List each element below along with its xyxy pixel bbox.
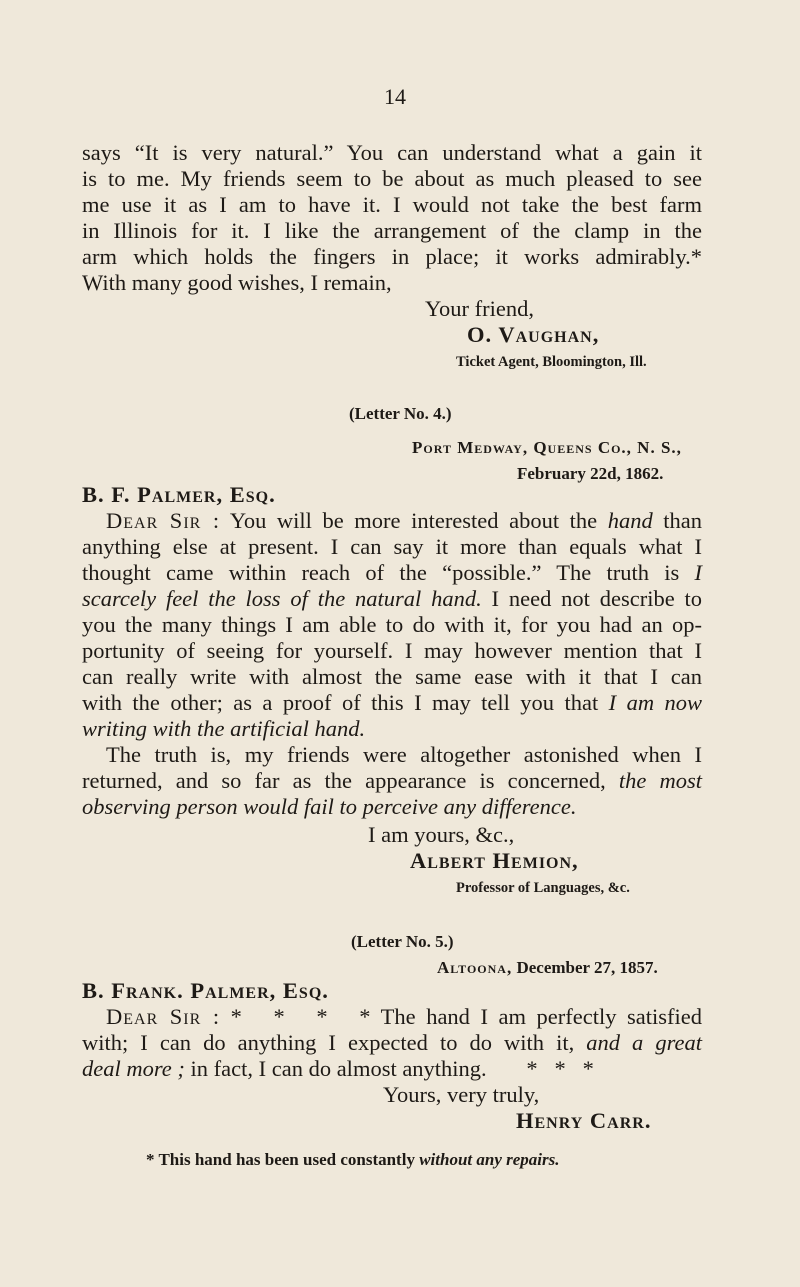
footnote <box>146 1150 560 1170</box>
letter5-date: December 27, 1857. <box>516 958 658 977</box>
letter5-body <box>82 1004 702 1082</box>
ellipsis-stars: * * * * <box>230 1004 371 1029</box>
text-run: than <box>663 508 703 533</box>
emphasis: observing person would fail to perceive any difference. <box>82 794 577 819</box>
body-line <box>82 690 702 716</box>
letter5-place: Altoona, <box>437 958 513 977</box>
page-number: 14 <box>384 84 406 109</box>
text-run: in fact, I can do almost anything. <box>190 1056 487 1081</box>
body-line <box>82 794 702 820</box>
letter4-place: Port Medway, Queens Co., N. S., <box>412 438 682 457</box>
ellipsis-stars: * * * <box>526 1056 594 1081</box>
body-line: With many good wishes, I remain, <box>82 270 392 295</box>
body-line: portunity of seeing for yourself. I may however mention that I <box>82 638 702 663</box>
salutation: Dear Sir : <box>106 508 221 533</box>
body-line: anything else at present. I can say it more than equals what I <box>82 534 702 559</box>
body-line: is to me. My friends seem to be about as much pleased to see <box>82 166 702 191</box>
text-run: thought came within reach of the “possible.” The truth is <box>82 560 680 585</box>
body-line: you the many things I am able to do with it, for you had an op- <box>82 612 702 637</box>
letter3-closing: Your friend, <box>425 296 534 321</box>
letter4-label: (Letter No. 4.) <box>349 404 452 423</box>
body-line: The truth is, my friends were altogether astonished when I <box>106 742 702 767</box>
emphasis: the most <box>618 768 703 793</box>
letter5-dateline <box>437 958 658 978</box>
letter5-closing: Yours, very truly, <box>383 1082 540 1107</box>
text-run: You will be more interested about the <box>229 508 598 533</box>
body-line <box>82 1030 702 1056</box>
body-line: me use it as I am to have it. I would not take the best farm <box>82 192 702 217</box>
text-run: I need not describe to <box>491 586 703 611</box>
text-run: The hand I am perfectly satisfied <box>380 1004 703 1029</box>
body-line <box>82 716 702 742</box>
emphasis: scarcely feel the loss of the natural hand. <box>82 586 482 611</box>
emphasis: and a great <box>586 1030 702 1055</box>
body-line <box>82 508 702 534</box>
emphasis: deal more ; <box>82 1056 185 1081</box>
body-line <box>82 768 702 794</box>
footnote-text: * This hand has been used constantly <box>146 1150 415 1169</box>
letter4-addressee: B. F. Palmer, Esq. <box>82 482 276 507</box>
footnote-emphasis: without any repairs. <box>419 1150 560 1169</box>
letter4-body <box>82 508 702 820</box>
letter4-date: February 22d, 1862. <box>517 464 664 483</box>
emphasis: I <box>694 560 703 585</box>
letter5-label: (Letter No. 5.) <box>351 932 454 951</box>
body-line <box>82 560 702 586</box>
body-line: in Illinois for it. I like the arrangement of the clamp in the <box>82 218 702 243</box>
text-run: returned, and so far as the appearance is concerned, <box>82 768 606 793</box>
letter5-addressee: B. Frank. Palmer, Esq. <box>82 978 329 1003</box>
text-run: with; I can do anything I expected to do with it, <box>82 1030 575 1055</box>
body-line: arm which holds the fingers in place; it works admirably.* <box>82 244 702 269</box>
body-line: says “It is very natural.” You can understand what a gain it <box>82 140 702 165</box>
text-run: with the other; as a proof of this I may tell you that <box>82 690 599 715</box>
emphasis: writing with the artificial hand. <box>82 716 366 741</box>
letter4-title: Professor of Languages, &c. <box>456 880 630 896</box>
letter3-body <box>82 140 702 296</box>
letter3-title: Ticket Agent, Bloomington, Ill. <box>456 354 647 370</box>
body-line <box>82 1004 702 1030</box>
letter4-signature: Albert Hemion, <box>410 848 579 873</box>
letter4-closing: I am yours, &c., <box>368 822 515 847</box>
letter3-signature: O. Vaughan, <box>467 322 600 347</box>
salutation: Dear Sir : <box>106 1004 221 1029</box>
emphasis: I am now <box>608 690 703 715</box>
body-line <box>82 1056 702 1082</box>
letter5-signature: Henry Carr. <box>516 1108 652 1133</box>
body-line: can really write with almost the same ease with it that I can <box>82 664 702 689</box>
emphasis: hand <box>607 508 653 533</box>
body-line <box>82 586 702 612</box>
